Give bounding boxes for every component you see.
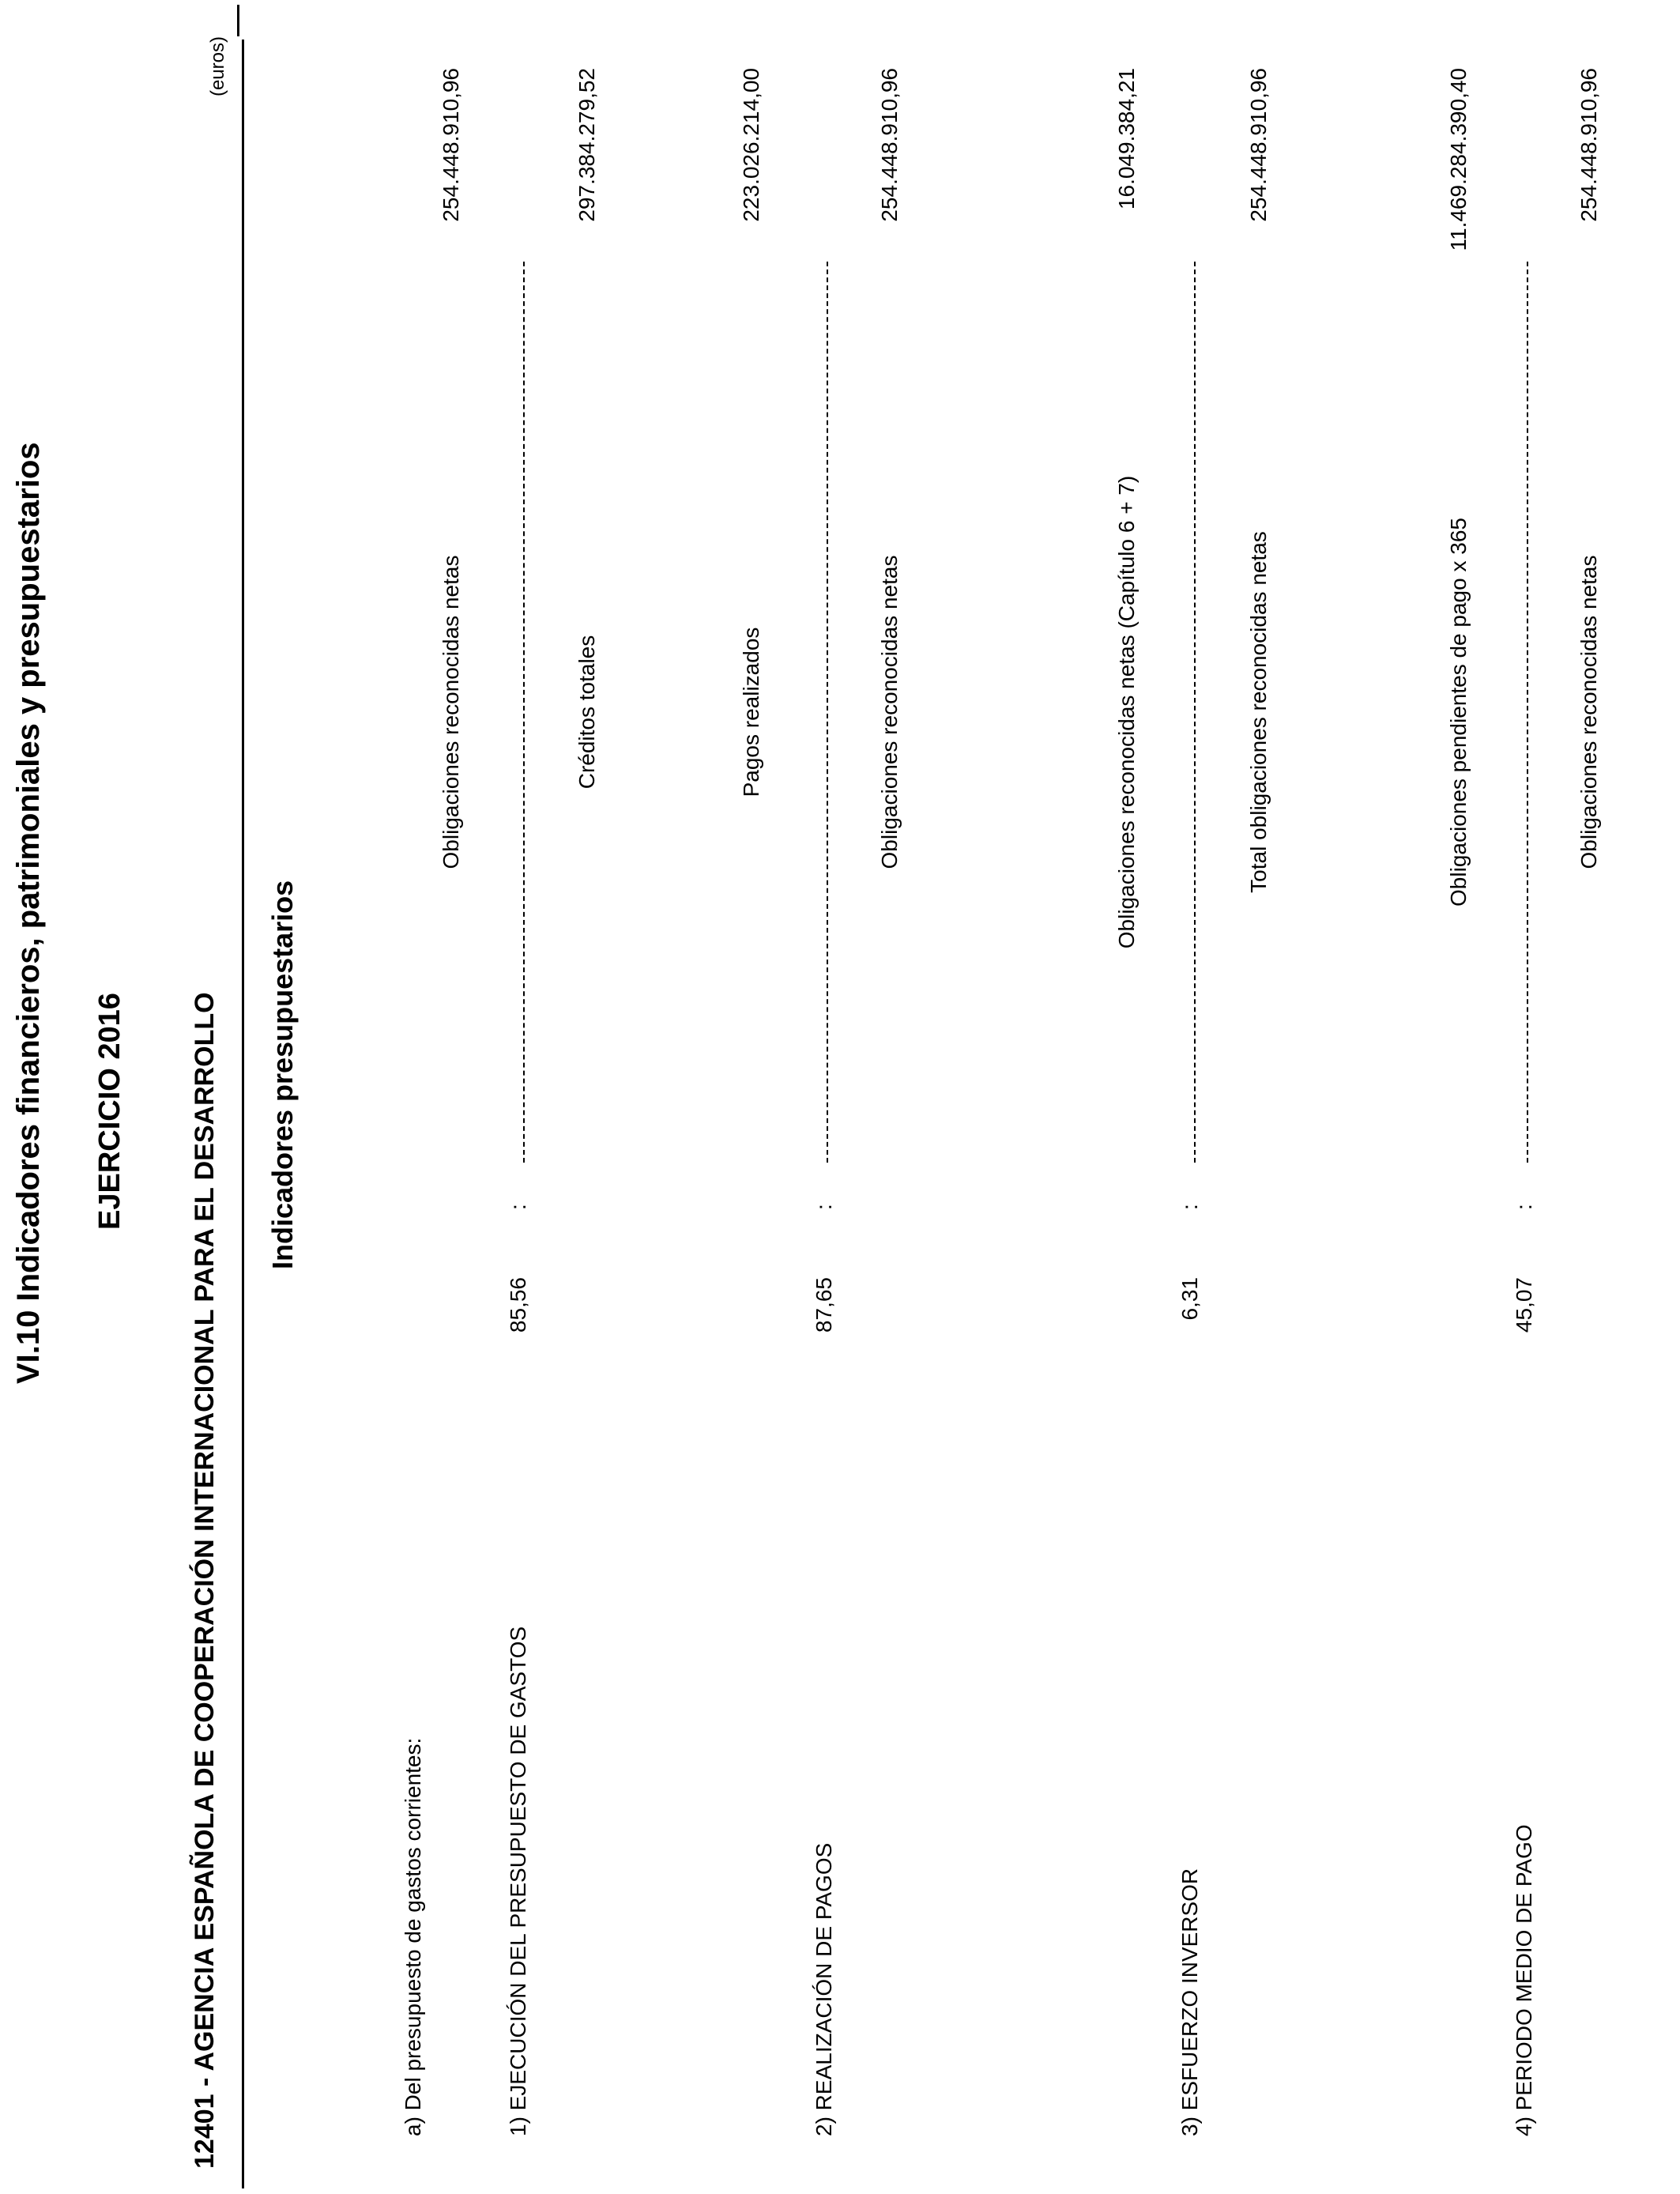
denominator-amount: 297.384.279,52	[574, 68, 599, 222]
indicator-label: 1) EJECUCIÓN DEL PRESUPUESTO DE GASTOS	[506, 1626, 530, 2136]
header-rule-long	[242, 40, 244, 2188]
indicator-numerator: Obligaciones pendientes de pago x 365	[1446, 518, 1471, 907]
numerator-amount: 11.469.284.390,40	[1446, 68, 1471, 251]
denominator-amount: 254.448.910,96	[1576, 68, 1601, 222]
indicator-colon: :	[506, 1204, 530, 1210]
fraction-line	[1194, 262, 1196, 1163]
indicator-value: 6,31	[1177, 1277, 1202, 1321]
indicator-colon: :	[1512, 1204, 1536, 1210]
report-title: VI.10 Indicadores financieros, patrimoniales y presupuestarios	[11, 442, 46, 1384]
units-label: (euros)	[207, 36, 228, 97]
indicator-value: 45,07	[1512, 1277, 1536, 1333]
exercise-heading: EJERCICIO 2016	[93, 993, 126, 1230]
indicator-label: 4) PERIODO MEDIO DE PAGO	[1512, 1824, 1536, 2136]
fraction-line	[523, 262, 525, 1163]
fraction-line	[827, 262, 828, 1163]
section-title: Indicadores presupuestarios	[266, 880, 299, 1269]
indicator-value: 85,56	[506, 1277, 530, 1333]
indicator-label: 3) ESFUERZO INVERSOR	[1177, 1868, 1202, 2136]
numerator-amount: 16.049.384,21	[1114, 68, 1139, 210]
indicator-denominator: Total obligaciones reconocidas netas	[1246, 531, 1271, 893]
indicator-colon: :	[812, 1204, 836, 1210]
subsection-label: a) Del presupuesto de gastos corrientes:	[401, 1737, 425, 2136]
indicator-numerator: Pagos realizados	[739, 627, 763, 797]
indicator-numerator: Obligaciones reconocidas netas	[439, 555, 463, 869]
indicator-denominator: Obligaciones reconocidas netas	[877, 555, 902, 869]
denominator-amount: 254.448.910,96	[877, 68, 902, 222]
indicator-denominator: Obligaciones reconocidas netas	[1576, 555, 1601, 869]
indicator-label: 2) REALIZACIÓN DE PAGOS	[812, 1842, 836, 2136]
indicator-denominator: Créditos totales	[574, 635, 599, 790]
numerator-amount: 223.026.214,00	[739, 68, 763, 222]
indicator-colon: :	[1177, 1204, 1202, 1210]
indicator-value: 87,65	[812, 1277, 836, 1333]
indicator-numerator: Obligaciones reconocidas netas (Capítulo 6 + 7)	[1114, 475, 1139, 949]
denominator-amount: 254.448.910,96	[1246, 68, 1271, 222]
numerator-amount: 254.448.910,96	[439, 68, 463, 222]
header-rule-short	[237, 5, 239, 36]
entity-name: 12401 - AGENCIA ESPAÑOLA DE COOPERACIÓN INTERNACIONAL PARA EL DESARROLLO	[190, 992, 220, 2169]
fraction-line	[1527, 262, 1528, 1163]
